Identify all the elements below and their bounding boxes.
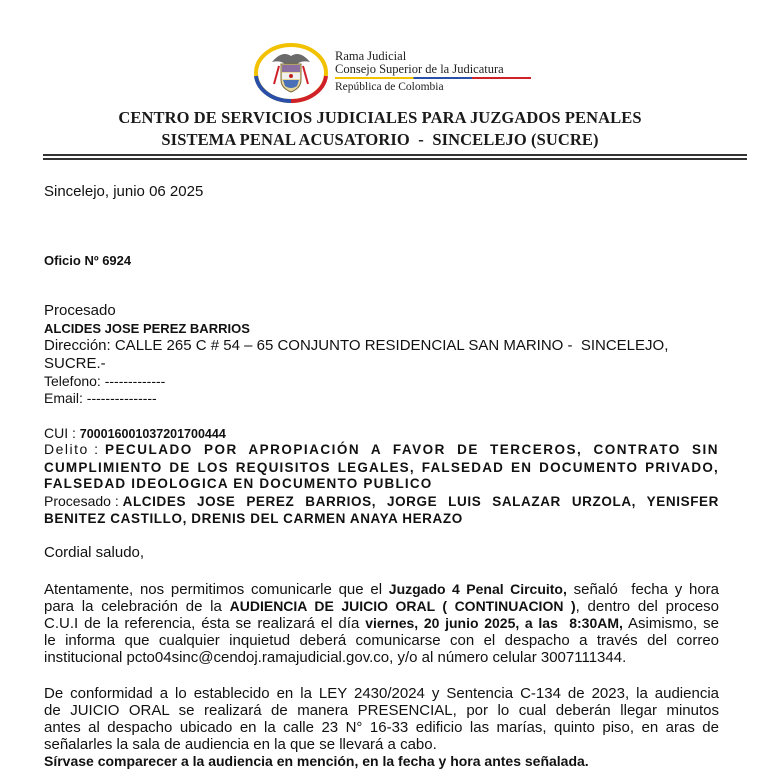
greeting: Cordial saludo, xyxy=(44,544,145,561)
recipient-address-cont: SUCRE.- xyxy=(44,355,106,372)
delito-text-1: PECULADO POR APROPIACIÓN A FAVOR DE TERCEROS, CONTRATO SIN xyxy=(104,442,719,457)
header-title-2: SISTEMA PENAL ACUSATORIO - SINCELEJO (SUCRE) xyxy=(161,130,599,149)
p2-line-2: de JUICIO ORAL se realizará de manera PRESENCIAL, por lo cual deberán llegar minutos xyxy=(44,702,719,719)
p2-line-4: señalarles la sala de audiencia en la que se llevará a cabo. xyxy=(44,736,437,753)
procesado-label: Procesado : xyxy=(44,493,123,509)
procesado-line-1 xyxy=(44,493,719,510)
p1-l3a: C.U.I de la referencia, ésta se realizará el día xyxy=(44,615,366,632)
hearing-datetime: viernes, 20 junio 2025, a las 8:30AM, xyxy=(365,615,623,631)
p1-l2a: para la celebración de la xyxy=(44,598,230,615)
paragraph-conformity xyxy=(44,685,719,770)
institution-line-2: Consejo Superior de la Judicatura xyxy=(335,62,504,76)
recipient-address: Dirección: CALLE 265 C # 54 – 65 CONJUNTO RESIDENCIAL SAN MARINO - SINCELEJO, xyxy=(44,337,669,354)
delito-text-2: CUMPLIMIENTO DE LOS REQUISITOS LEGALES, FALSEDAD EN DOCUMENTO PRIVADO, xyxy=(44,460,719,475)
cui-value: 700016001037201700444 xyxy=(79,427,226,441)
recipient-telefono: Telefono: ------------- xyxy=(44,373,166,389)
institution-block xyxy=(335,50,531,94)
p1-l3c: Asimismo, se xyxy=(622,615,719,632)
p2-closing-instruction: Sírvase comparecer a la audiencia en mención, en la fecha y hora antes señalada. xyxy=(44,753,589,769)
p1-line-5: institucional pcto04sinc@cendoj.ramajudicial.gov.co, y/o al número celular 3007111344. xyxy=(44,649,627,666)
divider-line-bottom xyxy=(43,158,747,160)
recipient-role: Procesado xyxy=(44,302,116,319)
cui-line xyxy=(44,425,226,443)
delito-text-3: FALSEDAD IDEOLOGICA EN DOCUMENTO PUBLICO xyxy=(44,476,433,491)
paragraph-notification xyxy=(44,581,719,666)
place-date: Sincelejo, junio 06 2025 xyxy=(44,183,204,200)
colombia-coat-of-arms-icon xyxy=(252,40,330,104)
p1-l1a: Atentamente, nos permitimos comunicarle que el xyxy=(44,581,389,598)
tricolor-rule xyxy=(335,77,531,79)
procesado-text-2: BENITEZ CASTILLO, DRENIS DEL CARMEN ANAYA HERAZO xyxy=(44,511,463,526)
p1-line-3 xyxy=(44,615,719,632)
p1-line-1 xyxy=(44,581,719,598)
p1-l2c: , dentro del proceso xyxy=(575,598,720,615)
institution-line-1: Rama Judicial xyxy=(335,49,407,63)
procesado-text-1: ALCIDES JOSE PEREZ BARRIOS, JORGE LUIS SALAZAR URZOLA, YENISFER xyxy=(122,494,719,509)
institution-line-3: República de Colombia xyxy=(335,81,444,93)
p1-line-2 xyxy=(44,598,719,615)
delito-line-1 xyxy=(44,441,719,458)
delito-line-2 xyxy=(44,459,719,476)
recipient-name: ALCIDES JOSE PEREZ BARRIOS xyxy=(44,321,250,336)
cui-label: CUI : xyxy=(44,425,80,441)
p1-line-4: le informa que cualquier inquietud deberá comunicarse con el despacho a través del correo xyxy=(44,632,719,649)
p1-l1c: señaló fecha y hora xyxy=(566,581,719,598)
oficio-number: Oficio Nº 6924 xyxy=(44,253,132,268)
p2-line-3: antes al despacho ubicado en la calle 23 N° 16-33 edificio las marías, quinto piso, en aras de xyxy=(44,719,719,736)
header-divider xyxy=(43,154,747,161)
divider-line-top xyxy=(43,154,747,156)
hearing-type: AUDIENCIA DE JUICIO ORAL ( CONTINUACION ) xyxy=(229,598,576,614)
delito-label: Delito : xyxy=(44,441,105,457)
p2-line-1: De conformidad a lo establecido en la LEY 2430/2024 y Sentencia C-134 de 2023, la audiencia xyxy=(44,685,719,702)
recipient-email: Email: --------------- xyxy=(44,390,157,406)
header-title-1: CENTRO DE SERVICIOS JUDICIALES PARA JUZGADOS PENALES xyxy=(118,108,642,127)
court-name: Juzgado 4 Penal Circuito, xyxy=(388,581,567,597)
